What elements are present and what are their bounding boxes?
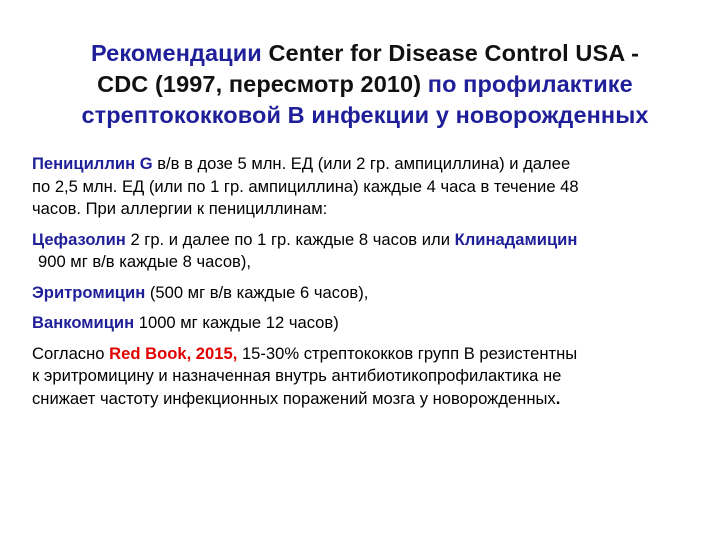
paragraph-red-book [32,343,700,411]
slide-title [20,38,710,131]
red-book-text-3: к эритромицину и назначенная внутрь антибиотикопрофилактика не [32,366,562,385]
red-book-reference: Red Book, 2015, [109,343,238,363]
vancomycin-text: 1000 мг каждые 12 часов) [134,313,339,332]
title-part-1: Рекомендации [90,40,269,66]
penicillin-text-3: часов. При аллергии к пенициллинам: [32,199,328,218]
drug-clindamycin: Клинадамицин [454,229,578,249]
cefazolin-text-1: 2 гр. и далее по 1 гр. каждые 8 часов или [125,229,455,249]
drug-penicillin: Пенициллин G [32,154,153,173]
red-book-text-4: снижает частоту инфекционных поражений мозга у новорожденных [32,388,556,408]
drug-erythromycin: Эритромицин [32,282,146,302]
drug-cefazolin: Цефазолин [32,229,126,249]
paragraph-vancomycin [32,312,700,335]
drug-vancomycin: Ванкомицин [32,313,135,332]
penicillin-text-2: по 2,5 млн. ЕД (или по 1 гр. ампициллина) каждые 4 часа в течение 48 [32,176,579,196]
title-part-4: по профилактике [421,71,633,97]
slide-body [32,153,700,418]
title-part-3: CDC (1997, пересмотр 2010) [97,71,422,97]
paragraph-cefazolin [32,229,700,274]
paragraph-penicillin [32,153,700,221]
red-book-text-1: Согласно [32,343,110,363]
clindamycin-text: 900 мг в/в каждые 8 часов), [38,252,251,271]
title-part-2: Center for Disease Control USA - [268,40,640,66]
red-book-end: . [555,388,561,408]
title-part-5: стрептококковой В инфекции у новорожденных [81,102,649,128]
red-book-text-2: 15-30% стрептококков групп В резистентны [237,343,578,363]
erythromycin-text: (500 мг в/в каждые 6 часов), [145,282,369,302]
paragraph-erythromycin [32,282,700,305]
penicillin-text-1: в/в в дозе 5 млн. ЕД (или 2 гр. ампициллина) и далее [152,154,571,173]
